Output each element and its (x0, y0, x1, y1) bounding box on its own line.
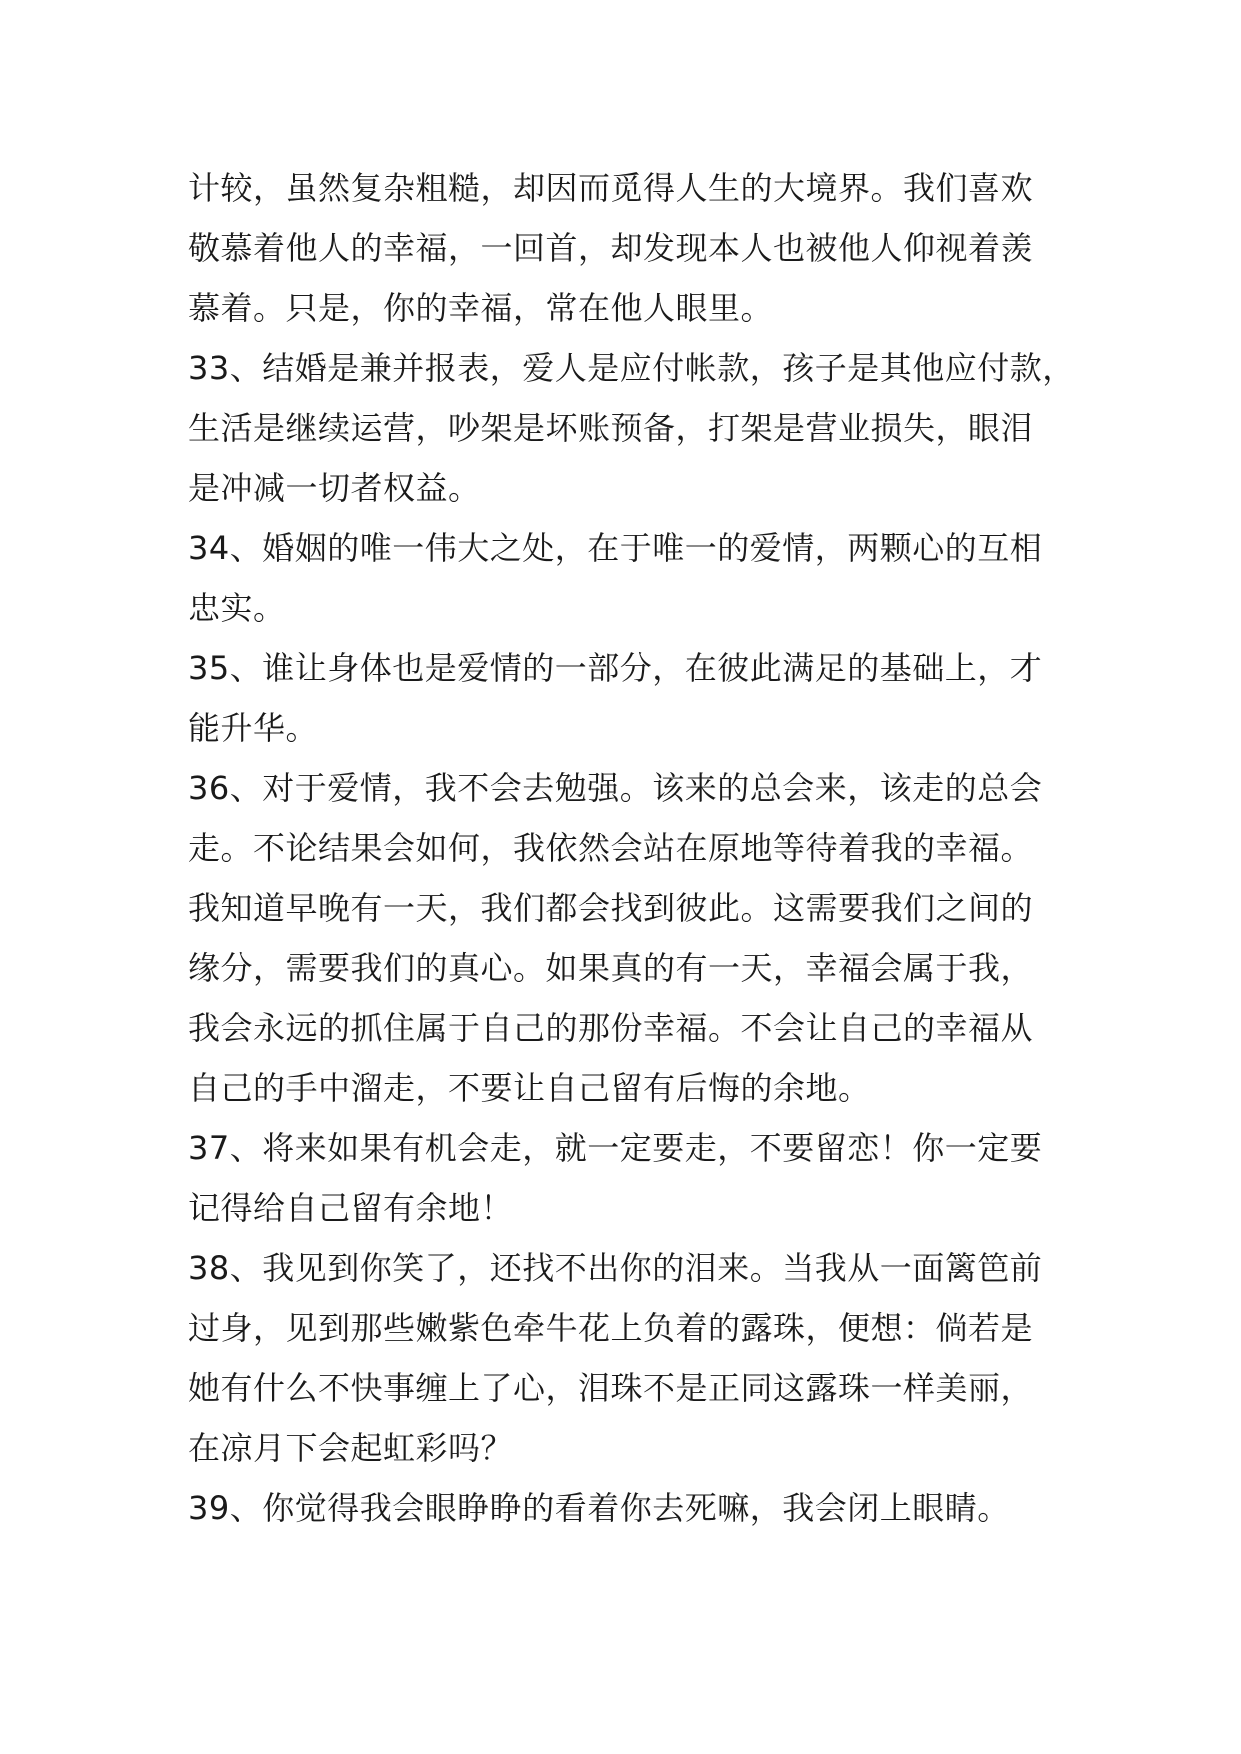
text-line: 走。不论结果会如何，我依然会站在原地等待着我的幸福。 (188, 829, 1034, 867)
text-line: 在凉月下会起虹彩吗？ (188, 1429, 514, 1467)
text-line: 我会永远的抓住属于自己的那份幸福。不会让自己的幸福从 (188, 1009, 1034, 1047)
text-line: 生活是继续运营，吵架是坏账预备，打架是营业损失，眼泪 (188, 409, 1034, 447)
text-line: 她有什么不快事缠上了心，泪珠不是正同这露珠一样美丽， (188, 1369, 1034, 1407)
text-line: 记得给自己留有余地！ (188, 1189, 514, 1227)
text-line: 37、将来如果有机会走，就一定要走，不要留恋！你一定要 (188, 1129, 1043, 1167)
text-line: 39、你觉得我会眼睁睁的看着你去死嘛，我会闭上眼睛。 (188, 1489, 1010, 1527)
text-line: 缘分，需要我们的真心。如果真的有一天，幸福会属于我， (188, 949, 1034, 987)
text-line: 自己的手中溜走，不要让自己留有后悔的余地。 (188, 1069, 871, 1107)
text-line: 慕着。只是，你的幸福，常在他人眼里。 (188, 289, 774, 327)
text-line: 38、我见到你笑了，还找不出你的泪来。当我从一面篱笆前 (188, 1249, 1043, 1287)
text-line: 33、结婚是兼并报表，爱人是应付帐款，孩子是其他应付款， (188, 349, 1075, 387)
text-line: 计较，虽然复杂粗糙，却因而觅得人生的大境界。我们喜欢 (188, 169, 1034, 207)
document-body (188, 158, 1075, 1538)
text-line: 敬慕着他人的幸福，一回首，却发现本人也被他人仰视着羡 (188, 229, 1034, 267)
text-line: 34、婚姻的唯一伟大之处，在于唯一的爱情，两颗心的互相 (188, 529, 1043, 567)
text-line: 是冲减一切者权益。 (188, 469, 481, 507)
text-line: 忠实。 (188, 589, 286, 627)
text-line: 过身，见到那些嫩紫色牵牛花上负着的露珠，便想：倘若是 (188, 1309, 1034, 1347)
text-line: 36、对于爱情，我不会去勉强。该来的总会来，该走的总会 (188, 769, 1043, 807)
text-line: 35、谁让身体也是爱情的一部分，在彼此满足的基础上，才 (188, 649, 1043, 687)
text-line: 能升华。 (188, 709, 319, 747)
text-line: 我知道早晚有一天，我们都会找到彼此。这需要我们之间的 (188, 889, 1034, 927)
